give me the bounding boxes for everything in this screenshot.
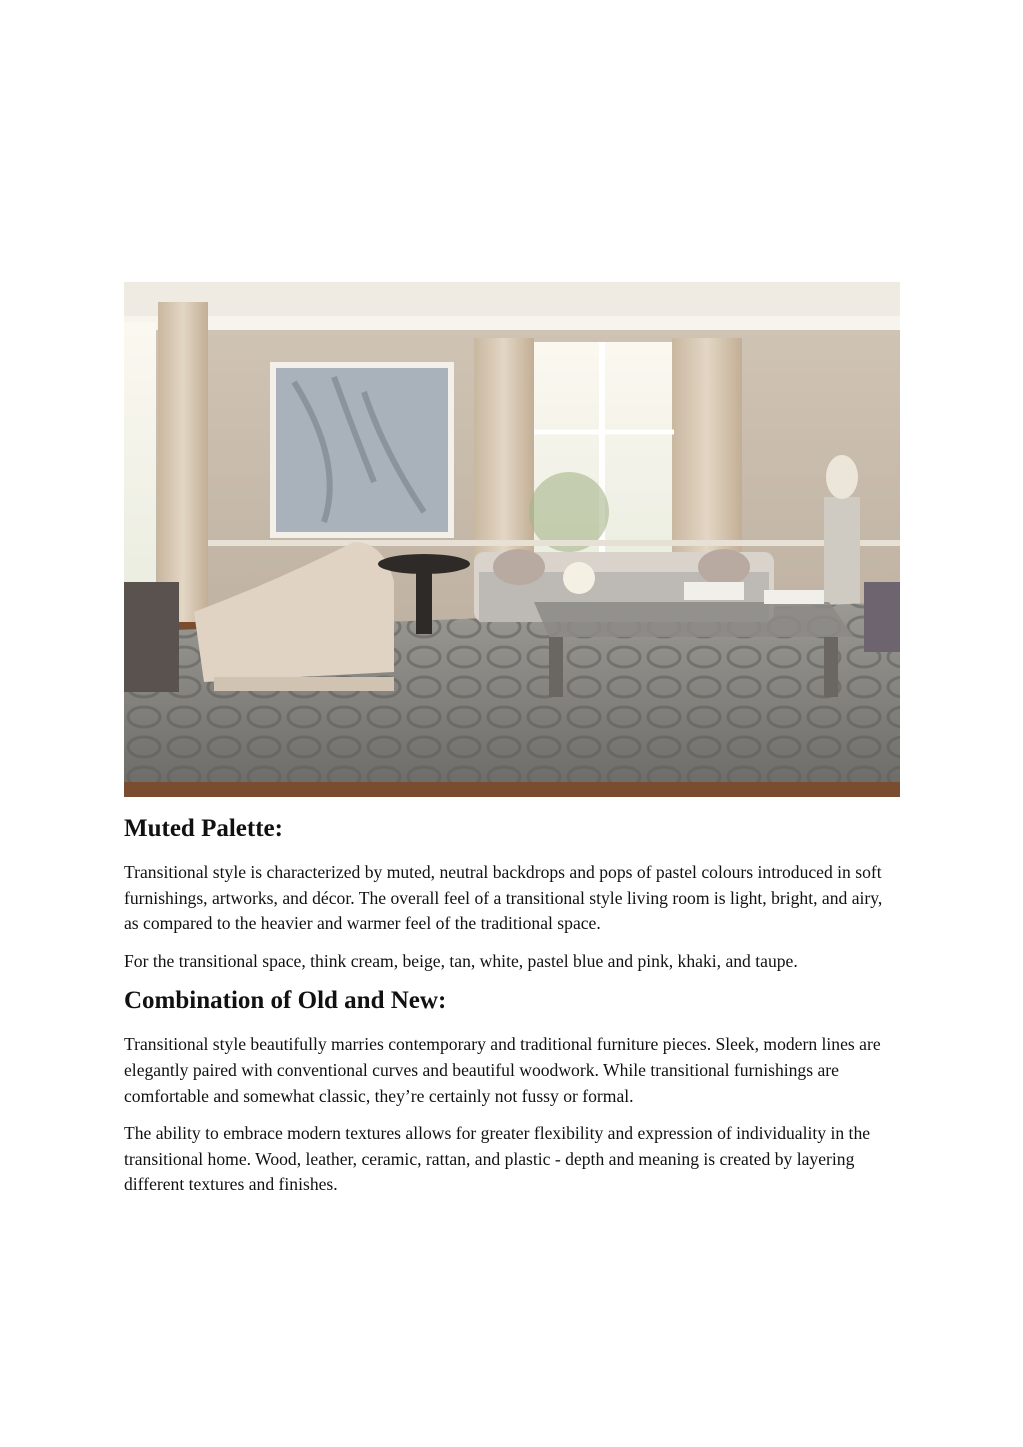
paragraph: For the transitional space, think cream, beige, tan, white, pastel blue and pink, khaki, and taupe. — [124, 950, 798, 971]
article-content — [124, 812, 900, 1198]
section-heading-combination: Combination of Old and New: — [124, 987, 447, 1015]
paragraph: Transitional style is characterized by muted, neutral backdrops and pops of pastel colours introduced in soft furnishings, artworks, and décor. The overall feel of a transitional style living room is light, bright, and airy, as compared to the heavier and warmer feel of the traditional space. — [124, 862, 883, 934]
paragraph: Transitional style beautifully marries contemporary and traditional furniture pieces. Sleek, modern lines are elegantly paired with conventional curves and beautiful woodwork. While transitional furnishings are comfortable and somewhat classic, they’re certainly not fussy or formal. — [124, 1034, 881, 1106]
living-room-photo — [124, 282, 900, 797]
paragraph: The ability to embrace modern textures allows for greater flexibility and expression of individuality in the transitional home. Wood, leather, ceramic, rattan, and plastic - depth and meaning is created by layering different textures and finishes. — [124, 1123, 871, 1195]
section-heading-muted-palette: Muted Palette: — [124, 815, 283, 842]
